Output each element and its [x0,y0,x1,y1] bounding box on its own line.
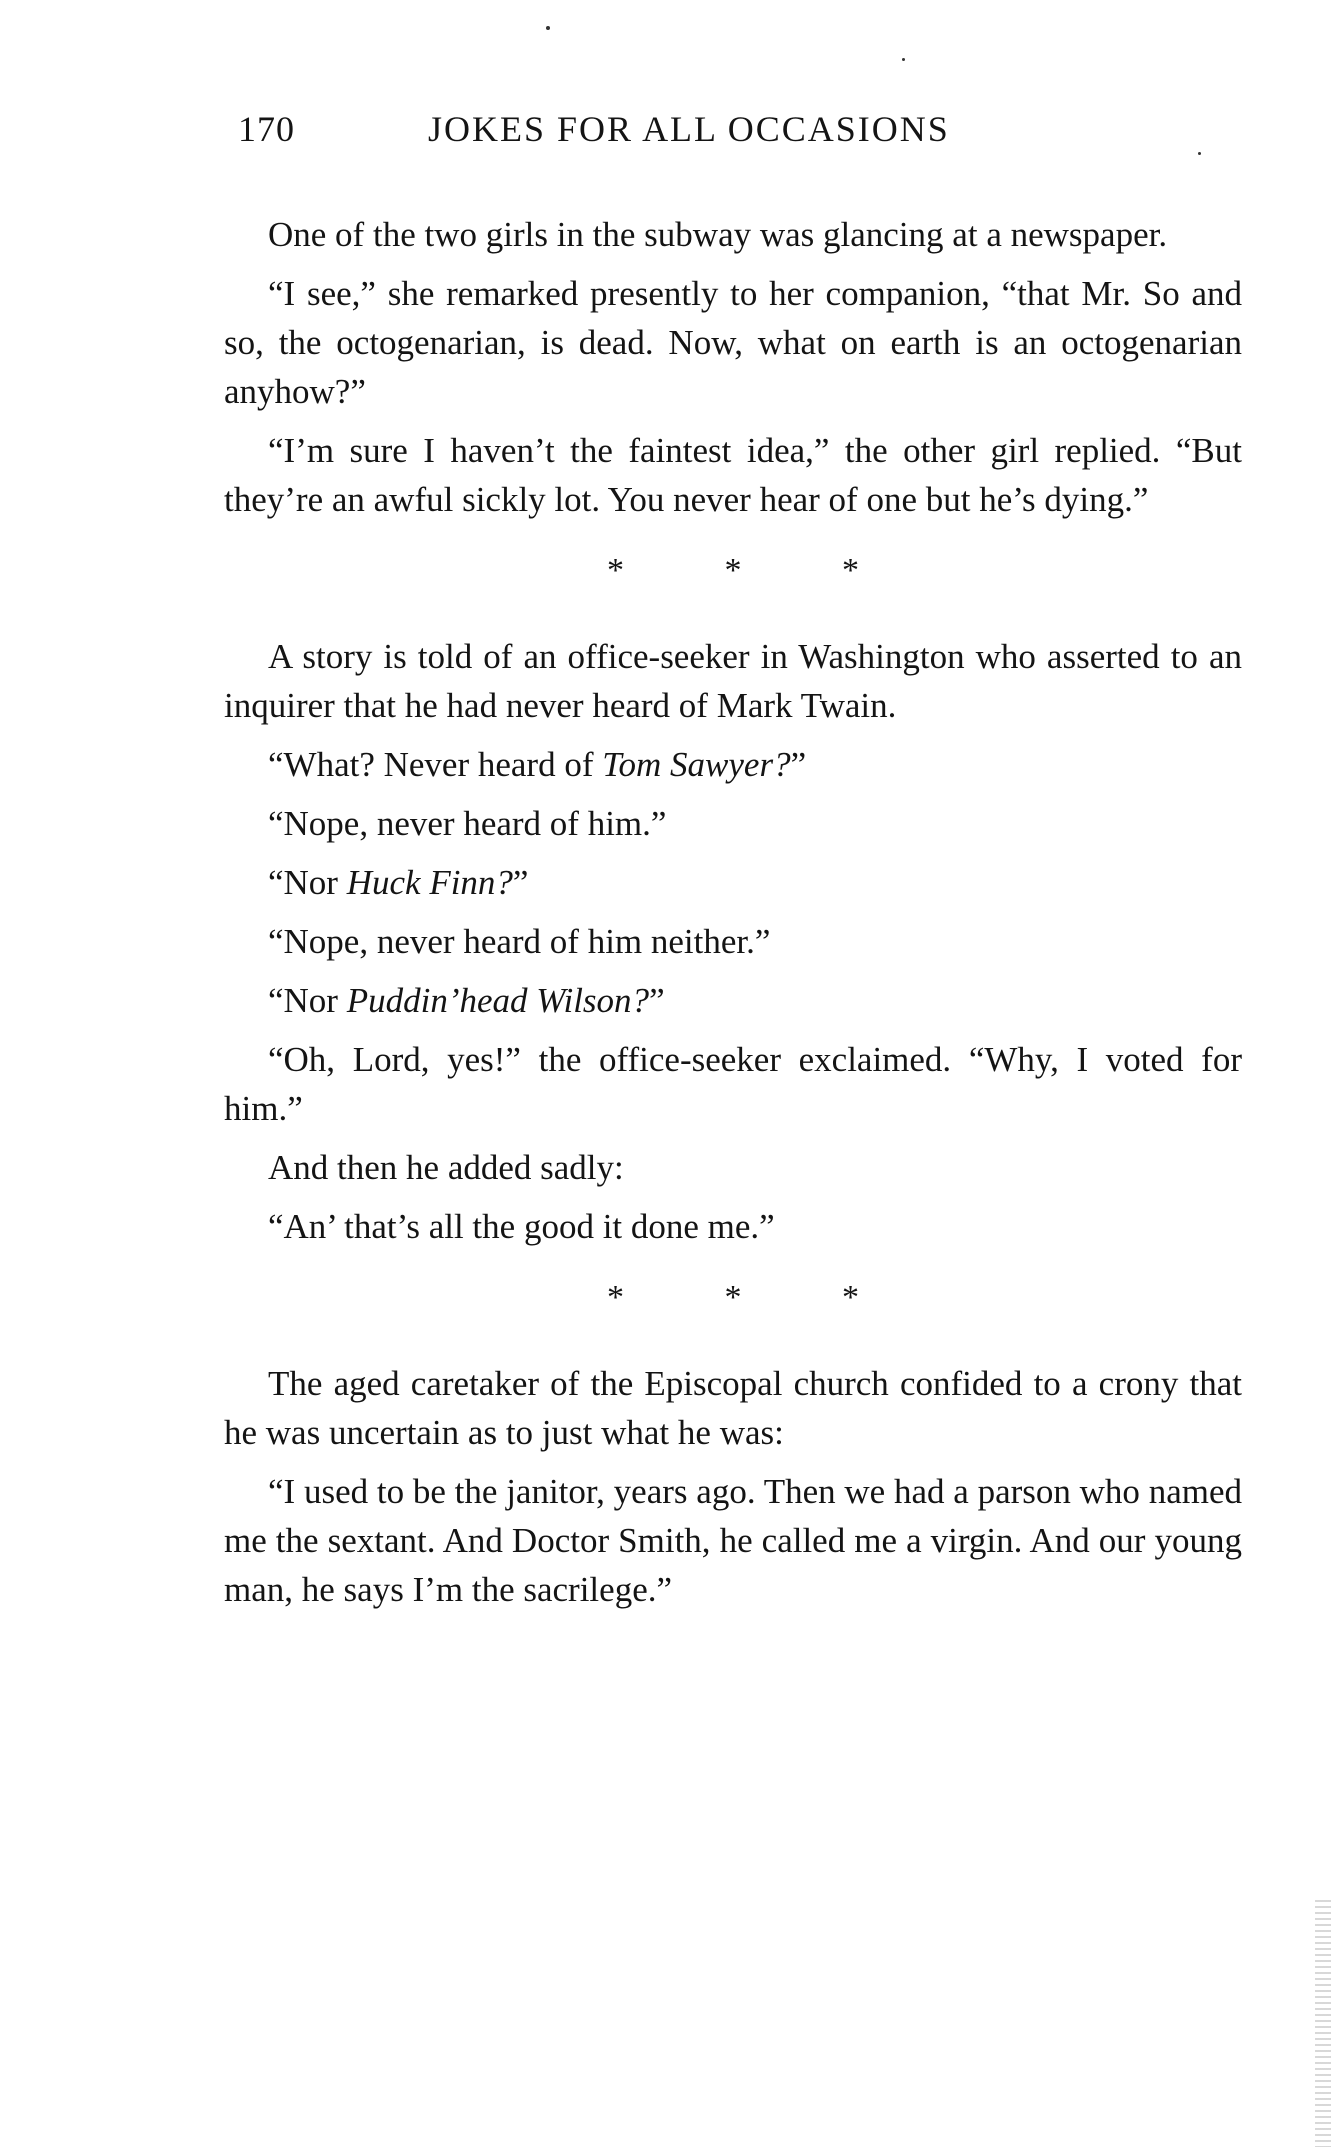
dialogue-close: ” [790,745,807,784]
paragraph: “An’ that’s all the good it done me.” [268,1207,775,1246]
dialogue-line [224,917,1242,966]
dialogue-line [224,799,1242,848]
section-separator: * * * [607,1279,905,1316]
paragraph: The aged caretaker of the Episcopal church confided to a crony that he was uncertain as to just what he was: [224,1364,1242,1452]
dialogue-close: ” [649,981,665,1020]
scan-speck [546,26,550,30]
section-separator: * * * [607,552,905,589]
dialogue-line [224,740,1242,789]
dialogue-text: “Nope, never heard of him.” [268,804,667,843]
scan-speck [902,58,905,61]
dialogue-text: “Nor [268,863,347,902]
paragraph: And then he added sadly: [268,1148,624,1187]
page-header [238,108,1058,158]
dialogue-text: “What? Never heard of [268,745,603,784]
dialogue-line [224,976,1242,1025]
dialogue-text: “Nope, never heard of him neither.” [268,922,771,961]
dialogue-close: ” [512,863,529,902]
book-title: Tom Sawyer? [602,745,791,784]
scan-edge-noise [1315,1900,1331,2147]
dialogue-text: “Nor [268,981,347,1020]
paragraph: “I used to be the janitor, years ago. Then we had a parson who named me the sextant. And Doctor Smith, he called me a virgin. And our young man, he says I’m the sacrilege.” [224,1472,1242,1609]
scan-speck [1198,152,1201,155]
paragraph: One of the two girls in the subway was glancing at a newspaper. [268,215,1168,254]
book-title: Huck Finn? [346,863,513,902]
running-title: JOKES FOR ALL OCCASIONS [428,109,950,149]
paragraph: A story is told of an office-seeker in Washington who asserted to an inquirer that he had never heard of Mark Twain. [224,637,1242,725]
dialogue-line [224,858,1242,907]
book-title: Puddin’head Wilson? [346,981,650,1020]
paragraph: “Oh, Lord, yes!” the office-seeker exclaimed. “Why, I voted for him.” [224,1040,1242,1128]
body-text [224,210,1242,1624]
paragraph: “I’m sure I haven’t the faintest idea,” the other girl replied. “But they’re an awful sickly lot. You never hear of one but he’s dying.” [224,431,1242,519]
page-number: 170 [238,109,295,149]
paragraph: “I see,” she remarked presently to her companion, “that Mr. So and so, the octogenarian, is dead. Now, what on earth is an octogenarian anyhow?” [224,274,1242,411]
